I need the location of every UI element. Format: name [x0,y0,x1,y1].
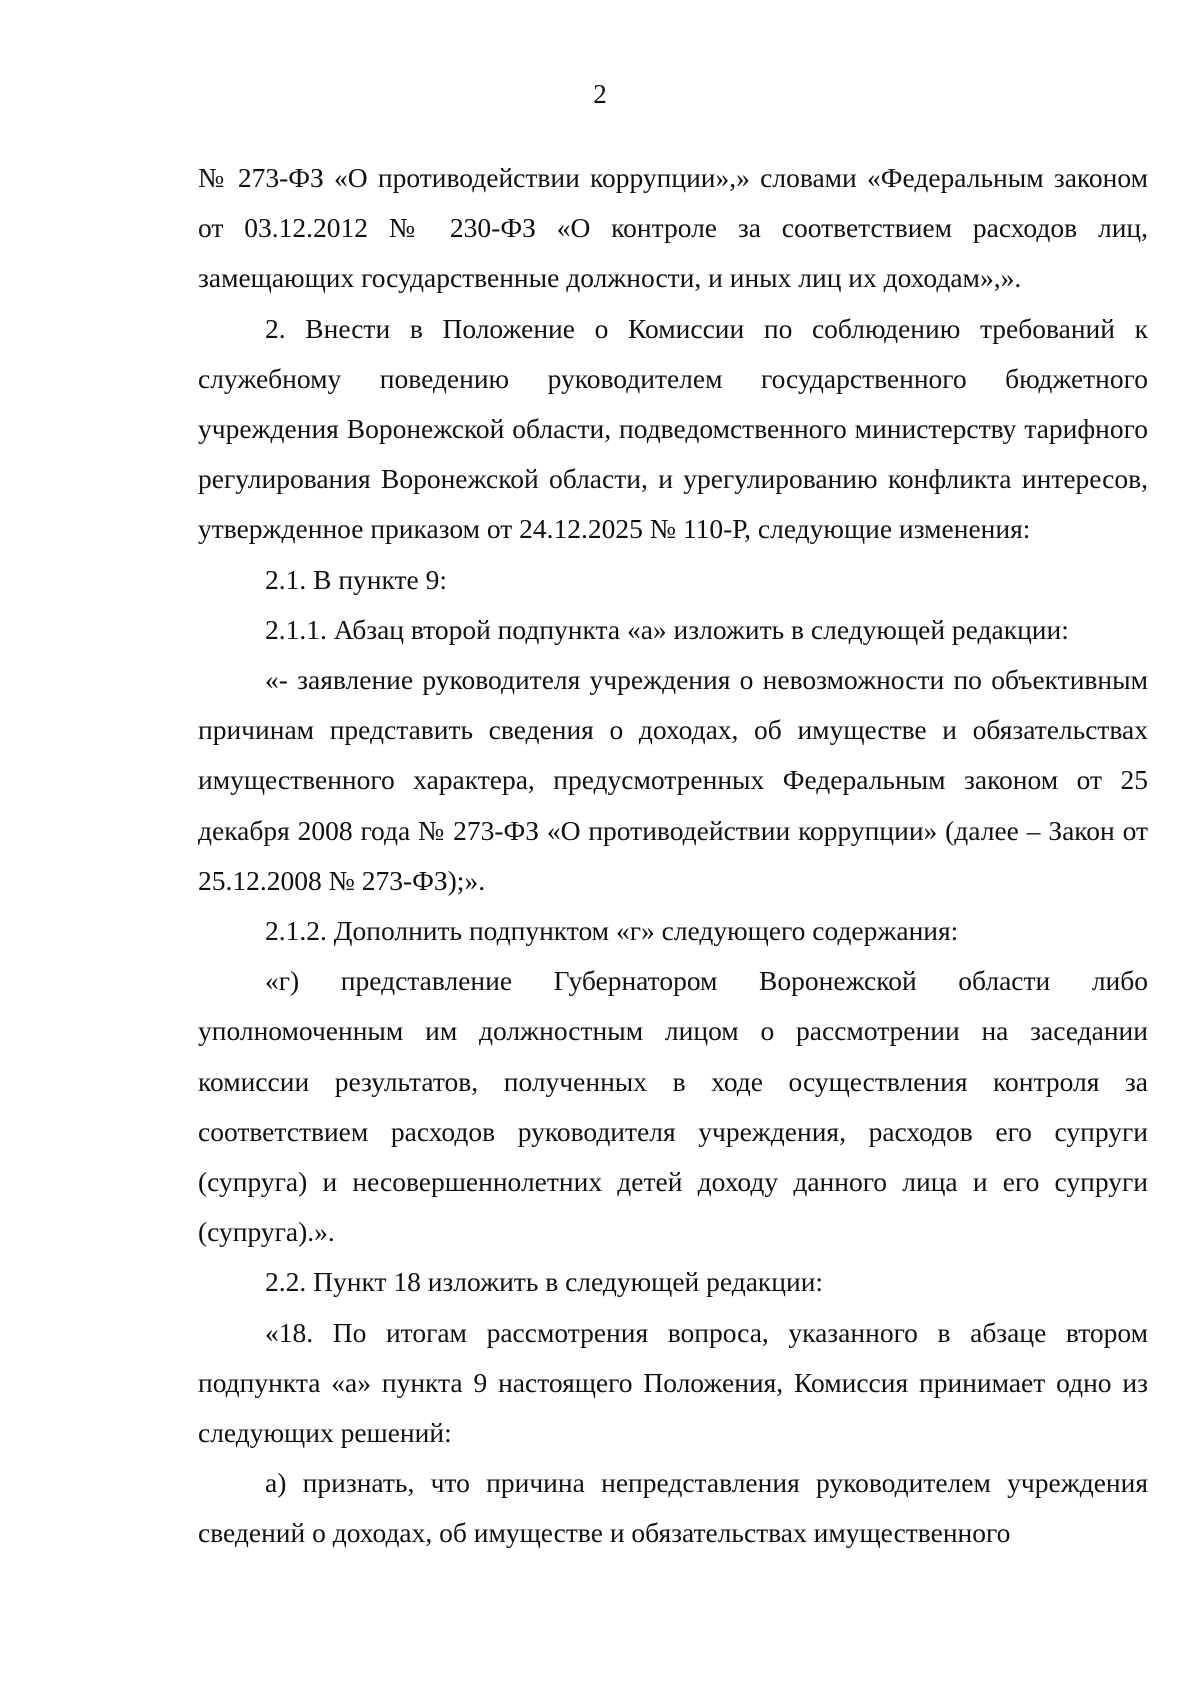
page-number: 2 [593,79,607,109]
paragraph-continuation: № 273-ФЗ «О противодействии коррупции»,» словами «Федеральным законом от 03.12.2012 № 230-ФЗ «О контроле за соответствием расходов лиц, замещающих государственные должности, и иных лиц их доходам»,». [198,162,1148,294]
paragraph-quote-statement: «- заявление руководителя учреждения о невозможности по объективным причинам представить сведения о доходах, об имуществе и обязательствах имущественного характера, предусмотренных Федеральным законом от 25 декабря 2008 года № 273-ФЗ «О противодействии коррупции» (далее – Закон от 25.12.2008 № 273-ФЗ);». [198,664,1148,896]
paragraph-quote-item-18: «18. По итогам рассмотрения вопроса, указанного в абзаце втором подпункта «а» пункта 9 настоящего Положения, Комиссия принимает одно из следующих решений: [198,1316,1148,1449]
paragraph-item-2-1-2: 2.1.2. Дополнить подпунктом «г» следующего содержания: [265,915,959,947]
paragraph-subitem-a: а) признать, что причина непредставления руководителем учреждения сведений о доходах, об имуществе и обязательствах имущественного [198,1467,1148,1549]
paragraph-item-2-1: 2.1. В пункте 9: [265,563,448,595]
paragraph-item-2: 2. Внести в Положение о Комиссии по соблюдению требований к служебному поведению руководителем государственного бюджетного учреждения Воронежской области, подведомственного министерству тарифного регулирования Воронежской области, и урегулированию конфликта интересов, утвержденное приказом от 24.12.2025 № 110-Р, следующие изменения: [198,312,1148,545]
document-body [198,153,1148,1559]
paragraph-item-2-1-1: 2.1.1. Абзац второй подпункта «а» изложить в следующей редакции: [265,613,1069,645]
paragraph-quote-subitem-g: «г) представление Губернатором Воронежской области либо уполномоченным им должностным лицом о рассмотрении на заседании комиссии результатов, полученных в ходе осуществления контроля за соответствием расходов руководителя учреждения, расходов его супруги (супруга) и несовершеннолетних детей доходу данного лица и его супруги (супруга).». [198,965,1148,1248]
paragraph-item-2-2: 2.2. Пункт 18 изложить в следующей редакции: [265,1266,824,1298]
